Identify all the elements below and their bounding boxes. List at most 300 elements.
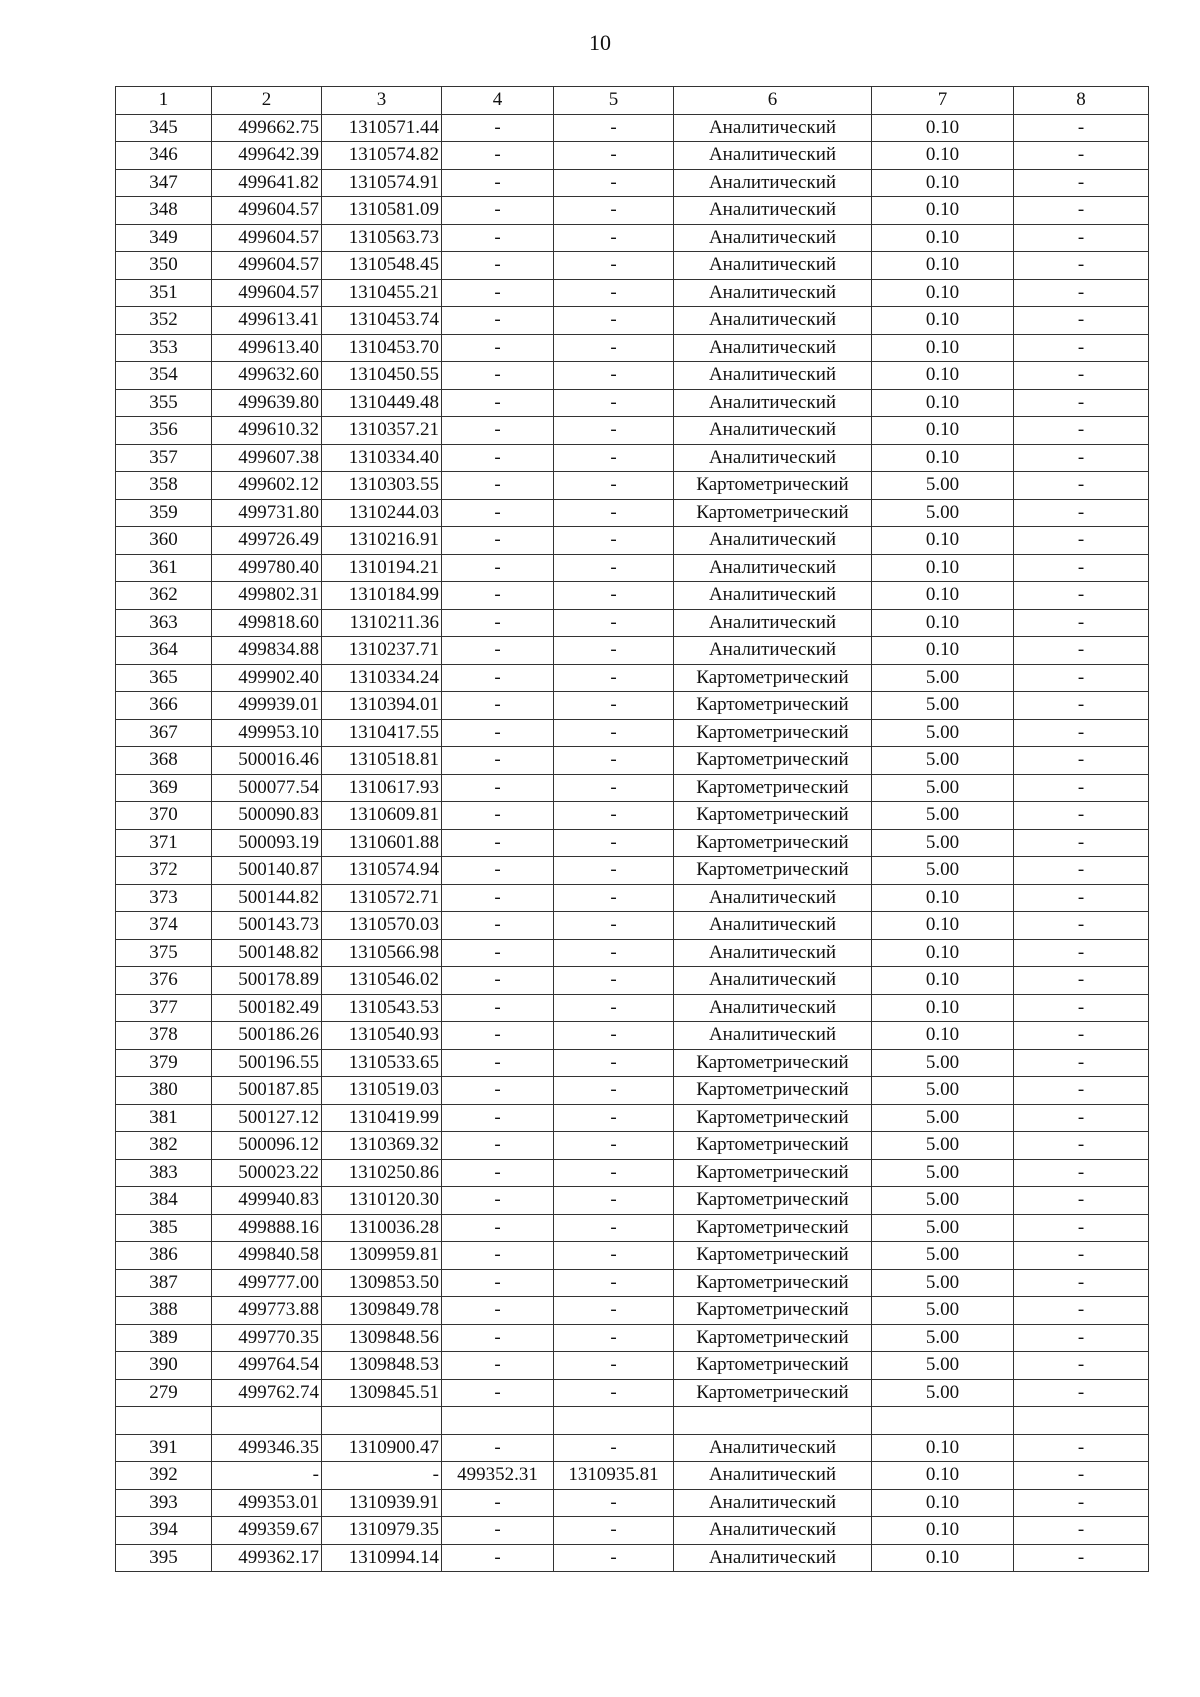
table-cell-col7: 0.10 — [872, 334, 1014, 362]
table-cell-col2: 499639.80 — [212, 389, 322, 417]
table-cell-col5: - — [554, 1489, 674, 1517]
table-cell-col6: Аналитический — [674, 224, 872, 252]
column-header-5: 5 — [554, 87, 674, 115]
table-cell-col8: - — [1014, 912, 1149, 940]
table-cell-col7: 5.00 — [872, 1077, 1014, 1105]
table-cell-col3: 1309853.50 — [322, 1269, 442, 1297]
table-cell-col7: 5.00 — [872, 1297, 1014, 1325]
table-cell-col7: 5.00 — [872, 1379, 1014, 1407]
table-cell-col5: - — [554, 1104, 674, 1132]
table-cell-col5: - — [554, 967, 674, 995]
table-cell-col8: - — [1014, 279, 1149, 307]
table-cell-col1: 371 — [116, 829, 212, 857]
table-cell-col5: - — [554, 1379, 674, 1407]
table-cell-col5: - — [554, 1159, 674, 1187]
table-cell-col5: - — [554, 417, 674, 445]
table-cell-col1: 376 — [116, 967, 212, 995]
table-cell-col5: - — [554, 1324, 674, 1352]
table-row — [116, 197, 1149, 225]
table-cell-col1: 362 — [116, 582, 212, 610]
table-cell-col4: - — [442, 169, 554, 197]
table-cell-col7: 5.00 — [872, 1242, 1014, 1270]
table-cell-col6: Картометрический — [674, 774, 872, 802]
table-cell-col8: - — [1014, 747, 1149, 775]
table-row — [116, 279, 1149, 307]
table-row — [116, 1104, 1149, 1132]
table-cell-col4: - — [442, 637, 554, 665]
table-cell-col5: - — [554, 389, 674, 417]
table-cell-col2: 499888.16 — [212, 1214, 322, 1242]
table-cell-col8: - — [1014, 1324, 1149, 1352]
table-cell-col7: 5.00 — [872, 802, 1014, 830]
table-cell-col8: - — [1014, 1077, 1149, 1105]
table-cell-col5: - — [554, 1352, 674, 1380]
table-cell-col4: - — [442, 1269, 554, 1297]
table-cell-col3: 1310120.30 — [322, 1187, 442, 1215]
table-cell-col8: - — [1014, 499, 1149, 527]
table-cell-col8: - — [1014, 197, 1149, 225]
table-cell-col1: 375 — [116, 939, 212, 967]
table-cell-col1: 345 — [116, 114, 212, 142]
table-cell-col8: - — [1014, 252, 1149, 280]
table-cell-col3: 1310900.47 — [322, 1434, 442, 1462]
table-cell-col4: - — [442, 1434, 554, 1462]
table-cell-col6: Картометрический — [674, 692, 872, 720]
table-cell-col2: 499610.32 — [212, 417, 322, 445]
table-cell-col8: - — [1014, 1214, 1149, 1242]
table-cell-col8: - — [1014, 307, 1149, 335]
table-cell-col2: 500196.55 — [212, 1049, 322, 1077]
table-cell-col6: Картометрический — [674, 1159, 872, 1187]
table-cell-col4: - — [442, 1104, 554, 1132]
table-cell-col4: - — [442, 692, 554, 720]
table-cell-col7: 5.00 — [872, 1269, 1014, 1297]
table-cell-col5: - — [554, 114, 674, 142]
table-cell-col2: 499902.40 — [212, 664, 322, 692]
table-cell-col5: - — [554, 692, 674, 720]
table-cell-col1: 348 — [116, 197, 212, 225]
table-cell-col4: - — [442, 444, 554, 472]
table-cell-col1: 368 — [116, 747, 212, 775]
table-cell-col6: Аналитический — [674, 1517, 872, 1545]
table-cell-col8: - — [1014, 527, 1149, 555]
table-cell-col8: - — [1014, 1352, 1149, 1380]
table-cell-col8: - — [1014, 1434, 1149, 1462]
table-cell-col5: - — [554, 829, 674, 857]
table-cell-col2: 499940.83 — [212, 1187, 322, 1215]
table-row — [116, 829, 1149, 857]
table-cell-col2: 500182.49 — [212, 994, 322, 1022]
table-row — [116, 1022, 1149, 1050]
table-cell-col5: - — [554, 994, 674, 1022]
table-cell-col4: - — [442, 1297, 554, 1325]
table-cell-col7: 0.10 — [872, 939, 1014, 967]
table-cell-col8: - — [1014, 142, 1149, 170]
table-cell-col3: 1310237.71 — [322, 637, 442, 665]
table-cell-col3: 1310449.48 — [322, 389, 442, 417]
column-header-2: 2 — [212, 87, 322, 115]
table-cell-col6: Аналитический — [674, 279, 872, 307]
table-cell-col8: - — [1014, 719, 1149, 747]
table-row — [116, 472, 1149, 500]
table-cell-col6: Аналитический — [674, 334, 872, 362]
table-cell-col7: 5.00 — [872, 747, 1014, 775]
table-cell-col4: - — [442, 1544, 554, 1572]
table-cell-col5: - — [554, 197, 674, 225]
table-cell-col5: - — [554, 1077, 674, 1105]
table-cell-col2: 500140.87 — [212, 857, 322, 885]
table-cell-col7: 0.10 — [872, 279, 1014, 307]
table-cell-col1: 386 — [116, 1242, 212, 1270]
table-cell-col6: Аналитический — [674, 1022, 872, 1050]
table-cell-col6: Аналитический — [674, 1544, 872, 1572]
table-cell-col6: Картометрический — [674, 829, 872, 857]
table-cell-col5: - — [554, 747, 674, 775]
table-cell-col6: Аналитический — [674, 527, 872, 555]
table-cell-col8: - — [1014, 1104, 1149, 1132]
table-row — [116, 1214, 1149, 1242]
table-cell-col7: 0.10 — [872, 1022, 1014, 1050]
table-cell-col5: 1310935.81 — [554, 1462, 674, 1490]
table-cell-col6: Картометрический — [674, 719, 872, 747]
table-cell-col4: - — [442, 1187, 554, 1215]
table-cell-col3: 1310574.94 — [322, 857, 442, 885]
table-cell-col7: 5.00 — [872, 857, 1014, 885]
table-cell-col7: 0.10 — [872, 444, 1014, 472]
table-cell-col4: - — [442, 417, 554, 445]
table-cell-col4: - — [442, 334, 554, 362]
table-cell-col4: - — [442, 554, 554, 582]
table-cell-col6: Аналитический — [674, 142, 872, 170]
table-cell-col7: 0.10 — [872, 1434, 1014, 1462]
table-row — [116, 334, 1149, 362]
table-cell-col3: 1309849.78 — [322, 1297, 442, 1325]
table-cell-col6: Картометрический — [674, 802, 872, 830]
column-header-6: 6 — [674, 87, 872, 115]
table-cell-col4: - — [442, 1489, 554, 1517]
table-cell-col7: 5.00 — [872, 1214, 1014, 1242]
table-cell-col1: 366 — [116, 692, 212, 720]
table-cell-col4 — [442, 1407, 554, 1435]
table-cell-col5 — [554, 1407, 674, 1435]
table-cell-col7: 5.00 — [872, 1104, 1014, 1132]
table-cell-col1: 349 — [116, 224, 212, 252]
table-cell-col5: - — [554, 1544, 674, 1572]
table-row — [116, 1187, 1149, 1215]
table-cell-col8: - — [1014, 224, 1149, 252]
table-cell-col5: - — [554, 582, 674, 610]
column-header-3: 3 — [322, 87, 442, 115]
table-cell-col6: Картометрический — [674, 1269, 872, 1297]
table-cell-col2: 500186.26 — [212, 1022, 322, 1050]
table-cell-col3: 1310334.40 — [322, 444, 442, 472]
table-cell-col7: 5.00 — [872, 1352, 1014, 1380]
table-cell-col8: - — [1014, 1242, 1149, 1270]
table-row — [116, 1324, 1149, 1352]
table-cell-col4: - — [442, 747, 554, 775]
table-cell-col3: 1310572.71 — [322, 884, 442, 912]
table-cell-col6: Аналитический — [674, 362, 872, 390]
table-cell-col1: 372 — [116, 857, 212, 885]
table-cell-col2: 499641.82 — [212, 169, 322, 197]
table-cell-col2: 500143.73 — [212, 912, 322, 940]
table-row — [116, 1132, 1149, 1160]
table-row — [116, 1242, 1149, 1270]
table-cell-col4: - — [442, 1324, 554, 1352]
table-cell-col7: 0.10 — [872, 197, 1014, 225]
table-cell-col1: 377 — [116, 994, 212, 1022]
table-cell-col5: - — [554, 1297, 674, 1325]
table-cell-col1: 367 — [116, 719, 212, 747]
table-cell-col2: 499359.67 — [212, 1517, 322, 1545]
table-cell-col3: 1310036.28 — [322, 1214, 442, 1242]
table-cell-col1: 357 — [116, 444, 212, 472]
table-cell-col1: 356 — [116, 417, 212, 445]
table-cell-col7: 5.00 — [872, 664, 1014, 692]
table-cell-col6: Аналитический — [674, 994, 872, 1022]
table-cell-col2: 499604.57 — [212, 279, 322, 307]
table-cell-col2: 499818.60 — [212, 609, 322, 637]
table-cell-col1: 374 — [116, 912, 212, 940]
table-cell-col7: 0.10 — [872, 224, 1014, 252]
table-row — [116, 1517, 1149, 1545]
table-row — [116, 637, 1149, 665]
table-cell-col8: - — [1014, 334, 1149, 362]
table-cell-col3: 1310533.65 — [322, 1049, 442, 1077]
table-cell-col1: 379 — [116, 1049, 212, 1077]
table-cell-col7: 0.10 — [872, 582, 1014, 610]
table-cell-col1: 352 — [116, 307, 212, 335]
table-row — [116, 609, 1149, 637]
table-cell-col7: 0.10 — [872, 252, 1014, 280]
table-cell-col5: - — [554, 1434, 674, 1462]
table-cell-col3: 1310250.86 — [322, 1159, 442, 1187]
table-cell-col7: 0.10 — [872, 609, 1014, 637]
table-cell-col6: Картометрический — [674, 857, 872, 885]
table-cell-col5: - — [554, 554, 674, 582]
table-cell-col8: - — [1014, 857, 1149, 885]
table-cell-col6: Картометрический — [674, 1077, 872, 1105]
table-cell-col6: Аналитический — [674, 1434, 872, 1462]
table-cell-col2: 500178.89 — [212, 967, 322, 995]
table-row — [116, 802, 1149, 830]
table-cell-col8: - — [1014, 472, 1149, 500]
table-cell-col6: Картометрический — [674, 1297, 872, 1325]
table-cell-col6: Аналитический — [674, 389, 872, 417]
table-cell-col7: 0.10 — [872, 884, 1014, 912]
table-row — [116, 912, 1149, 940]
table-cell-col5: - — [554, 884, 674, 912]
table-cell-col3: 1310979.35 — [322, 1517, 442, 1545]
table-cell-col7: 5.00 — [872, 1159, 1014, 1187]
table-cell-col6: Аналитический — [674, 307, 872, 335]
table-cell-col4: - — [442, 664, 554, 692]
table-cell-col5: - — [554, 609, 674, 637]
table-cell-col1: 392 — [116, 1462, 212, 1490]
table-row — [116, 1407, 1149, 1435]
table-row — [116, 1379, 1149, 1407]
table-cell-col5: - — [554, 499, 674, 527]
table-cell-col8: - — [1014, 1489, 1149, 1517]
table-cell-col3: 1310455.21 — [322, 279, 442, 307]
table-cell-col1: 391 — [116, 1434, 212, 1462]
table-cell-col2: 499353.01 — [212, 1489, 322, 1517]
table-row — [116, 939, 1149, 967]
table-cell-col6: Аналитический — [674, 582, 872, 610]
table-cell-col2: 500096.12 — [212, 1132, 322, 1160]
table-cell-col2 — [212, 1407, 322, 1435]
table-cell-col3: 1309959.81 — [322, 1242, 442, 1270]
table-cell-col6: Аналитический — [674, 1462, 872, 1490]
table-row — [116, 1297, 1149, 1325]
table-row — [116, 994, 1149, 1022]
table-row — [116, 664, 1149, 692]
table-cell-col8: - — [1014, 939, 1149, 967]
table-cell-col1 — [116, 1407, 212, 1435]
table-cell-col4: - — [442, 802, 554, 830]
table-cell-col3: 1310216.91 — [322, 527, 442, 555]
table-cell-col8: - — [1014, 1187, 1149, 1215]
table-cell-col7: 0.10 — [872, 912, 1014, 940]
table-cell-col2: 499777.00 — [212, 1269, 322, 1297]
table-cell-col5: - — [554, 444, 674, 472]
table-cell-col8: - — [1014, 389, 1149, 417]
table-cell-col4: - — [442, 719, 554, 747]
table-cell-col2: 500093.19 — [212, 829, 322, 857]
table-cell-col2: 499802.31 — [212, 582, 322, 610]
table-cell-col6 — [674, 1407, 872, 1435]
table-cell-col8: - — [1014, 1022, 1149, 1050]
table-cell-col5: - — [554, 169, 674, 197]
table-cell-col3: 1310939.91 — [322, 1489, 442, 1517]
table-cell-col4: - — [442, 939, 554, 967]
table-cell-col6: Аналитический — [674, 637, 872, 665]
table-cell-col2: - — [212, 1462, 322, 1490]
table-cell-col5: - — [554, 334, 674, 362]
table-cell-col3: 1310334.24 — [322, 664, 442, 692]
column-header-7: 7 — [872, 87, 1014, 115]
table-cell-col3: 1310394.01 — [322, 692, 442, 720]
table-cell-col4: - — [442, 1077, 554, 1105]
table-cell-col2: 500077.54 — [212, 774, 322, 802]
table-cell-col3: 1310543.53 — [322, 994, 442, 1022]
table-cell-col7: 0.10 — [872, 142, 1014, 170]
table-cell-col7: 0.10 — [872, 967, 1014, 995]
table-cell-col2: 499662.75 — [212, 114, 322, 142]
table-cell-col1: 350 — [116, 252, 212, 280]
table-cell-col2: 500144.82 — [212, 884, 322, 912]
table-cell-col1: 346 — [116, 142, 212, 170]
table-cell-col8: - — [1014, 967, 1149, 995]
table-cell-col4: - — [442, 1049, 554, 1077]
table-cell-col4: - — [442, 1517, 554, 1545]
table-cell-col7: 5.00 — [872, 774, 1014, 802]
table-cell-col5: - — [554, 774, 674, 802]
table-row — [116, 1159, 1149, 1187]
table-cell-col3: - — [322, 1462, 442, 1490]
column-header-4: 4 — [442, 87, 554, 115]
table-cell-col3: 1310211.36 — [322, 609, 442, 637]
table-cell-col8: - — [1014, 1049, 1149, 1077]
table-cell-col2: 499834.88 — [212, 637, 322, 665]
table-row — [116, 444, 1149, 472]
table-cell-col4: - — [442, 857, 554, 885]
table-cell-col6: Картометрический — [674, 1352, 872, 1380]
table-cell-col4: - — [442, 1379, 554, 1407]
table-cell-col4: - — [442, 912, 554, 940]
table-cell-col1: 365 — [116, 664, 212, 692]
table-cell-col2: 500127.12 — [212, 1104, 322, 1132]
table-header-row — [116, 87, 1149, 115]
table-cell-col3: 1310548.45 — [322, 252, 442, 280]
table-cell-col6: Аналитический — [674, 554, 872, 582]
table-row — [116, 1462, 1149, 1490]
table-cell-col2: 499613.40 — [212, 334, 322, 362]
table-cell-col4: - — [442, 994, 554, 1022]
table-row — [116, 582, 1149, 610]
table-cell-col8: - — [1014, 884, 1149, 912]
table-cell-col7: 5.00 — [872, 1132, 1014, 1160]
table-cell-col3: 1310574.82 — [322, 142, 442, 170]
table-cell-col2: 499607.38 — [212, 444, 322, 472]
table-row — [116, 1077, 1149, 1105]
table-cell-col1: 359 — [116, 499, 212, 527]
table-cell-col4: - — [442, 252, 554, 280]
table-row — [116, 1544, 1149, 1572]
table-cell-col2: 500023.22 — [212, 1159, 322, 1187]
table-cell-col5: - — [554, 1022, 674, 1050]
table-cell-col4: - — [442, 1022, 554, 1050]
table-cell-col2: 499840.58 — [212, 1242, 322, 1270]
table-cell-col3: 1310369.32 — [322, 1132, 442, 1160]
table-cell-col3: 1310609.81 — [322, 802, 442, 830]
table-row — [116, 527, 1149, 555]
table-cell-col4: - — [442, 609, 554, 637]
column-header-8: 8 — [1014, 87, 1149, 115]
table-cell-col6: Картометрический — [674, 472, 872, 500]
table-cell-col4: - — [442, 307, 554, 335]
table-cell-col7: 0.10 — [872, 637, 1014, 665]
table-cell-col4: - — [442, 389, 554, 417]
table-cell-col6: Картометрический — [674, 1104, 872, 1132]
table-cell-col6: Аналитический — [674, 114, 872, 142]
table-cell-col4: - — [442, 499, 554, 527]
table-cell-col5: - — [554, 307, 674, 335]
table-row — [116, 114, 1149, 142]
table-cell-col3: 1310581.09 — [322, 197, 442, 225]
table-cell-col6: Аналитический — [674, 967, 872, 995]
table-cell-col1: 347 — [116, 169, 212, 197]
table-cell-col7: 0.10 — [872, 1489, 1014, 1517]
table-cell-col6: Аналитический — [674, 444, 872, 472]
table-cell-col1: 389 — [116, 1324, 212, 1352]
table-cell-col6: Картометрический — [674, 1049, 872, 1077]
table-cell-col7: 0.10 — [872, 1517, 1014, 1545]
table-row — [116, 1049, 1149, 1077]
table-cell-col3: 1310357.21 — [322, 417, 442, 445]
table-cell-col1: 385 — [116, 1214, 212, 1242]
table-row — [116, 1489, 1149, 1517]
table-cell-col5: - — [554, 1242, 674, 1270]
table-cell-col5: - — [554, 1132, 674, 1160]
table-cell-col5: - — [554, 802, 674, 830]
table-cell-col4: - — [442, 114, 554, 142]
table-cell-col7: 0.10 — [872, 169, 1014, 197]
table-cell-col1: 384 — [116, 1187, 212, 1215]
table-cell-col1: 394 — [116, 1517, 212, 1545]
table-cell-col7: 0.10 — [872, 389, 1014, 417]
table-cell-col2: 499632.60 — [212, 362, 322, 390]
